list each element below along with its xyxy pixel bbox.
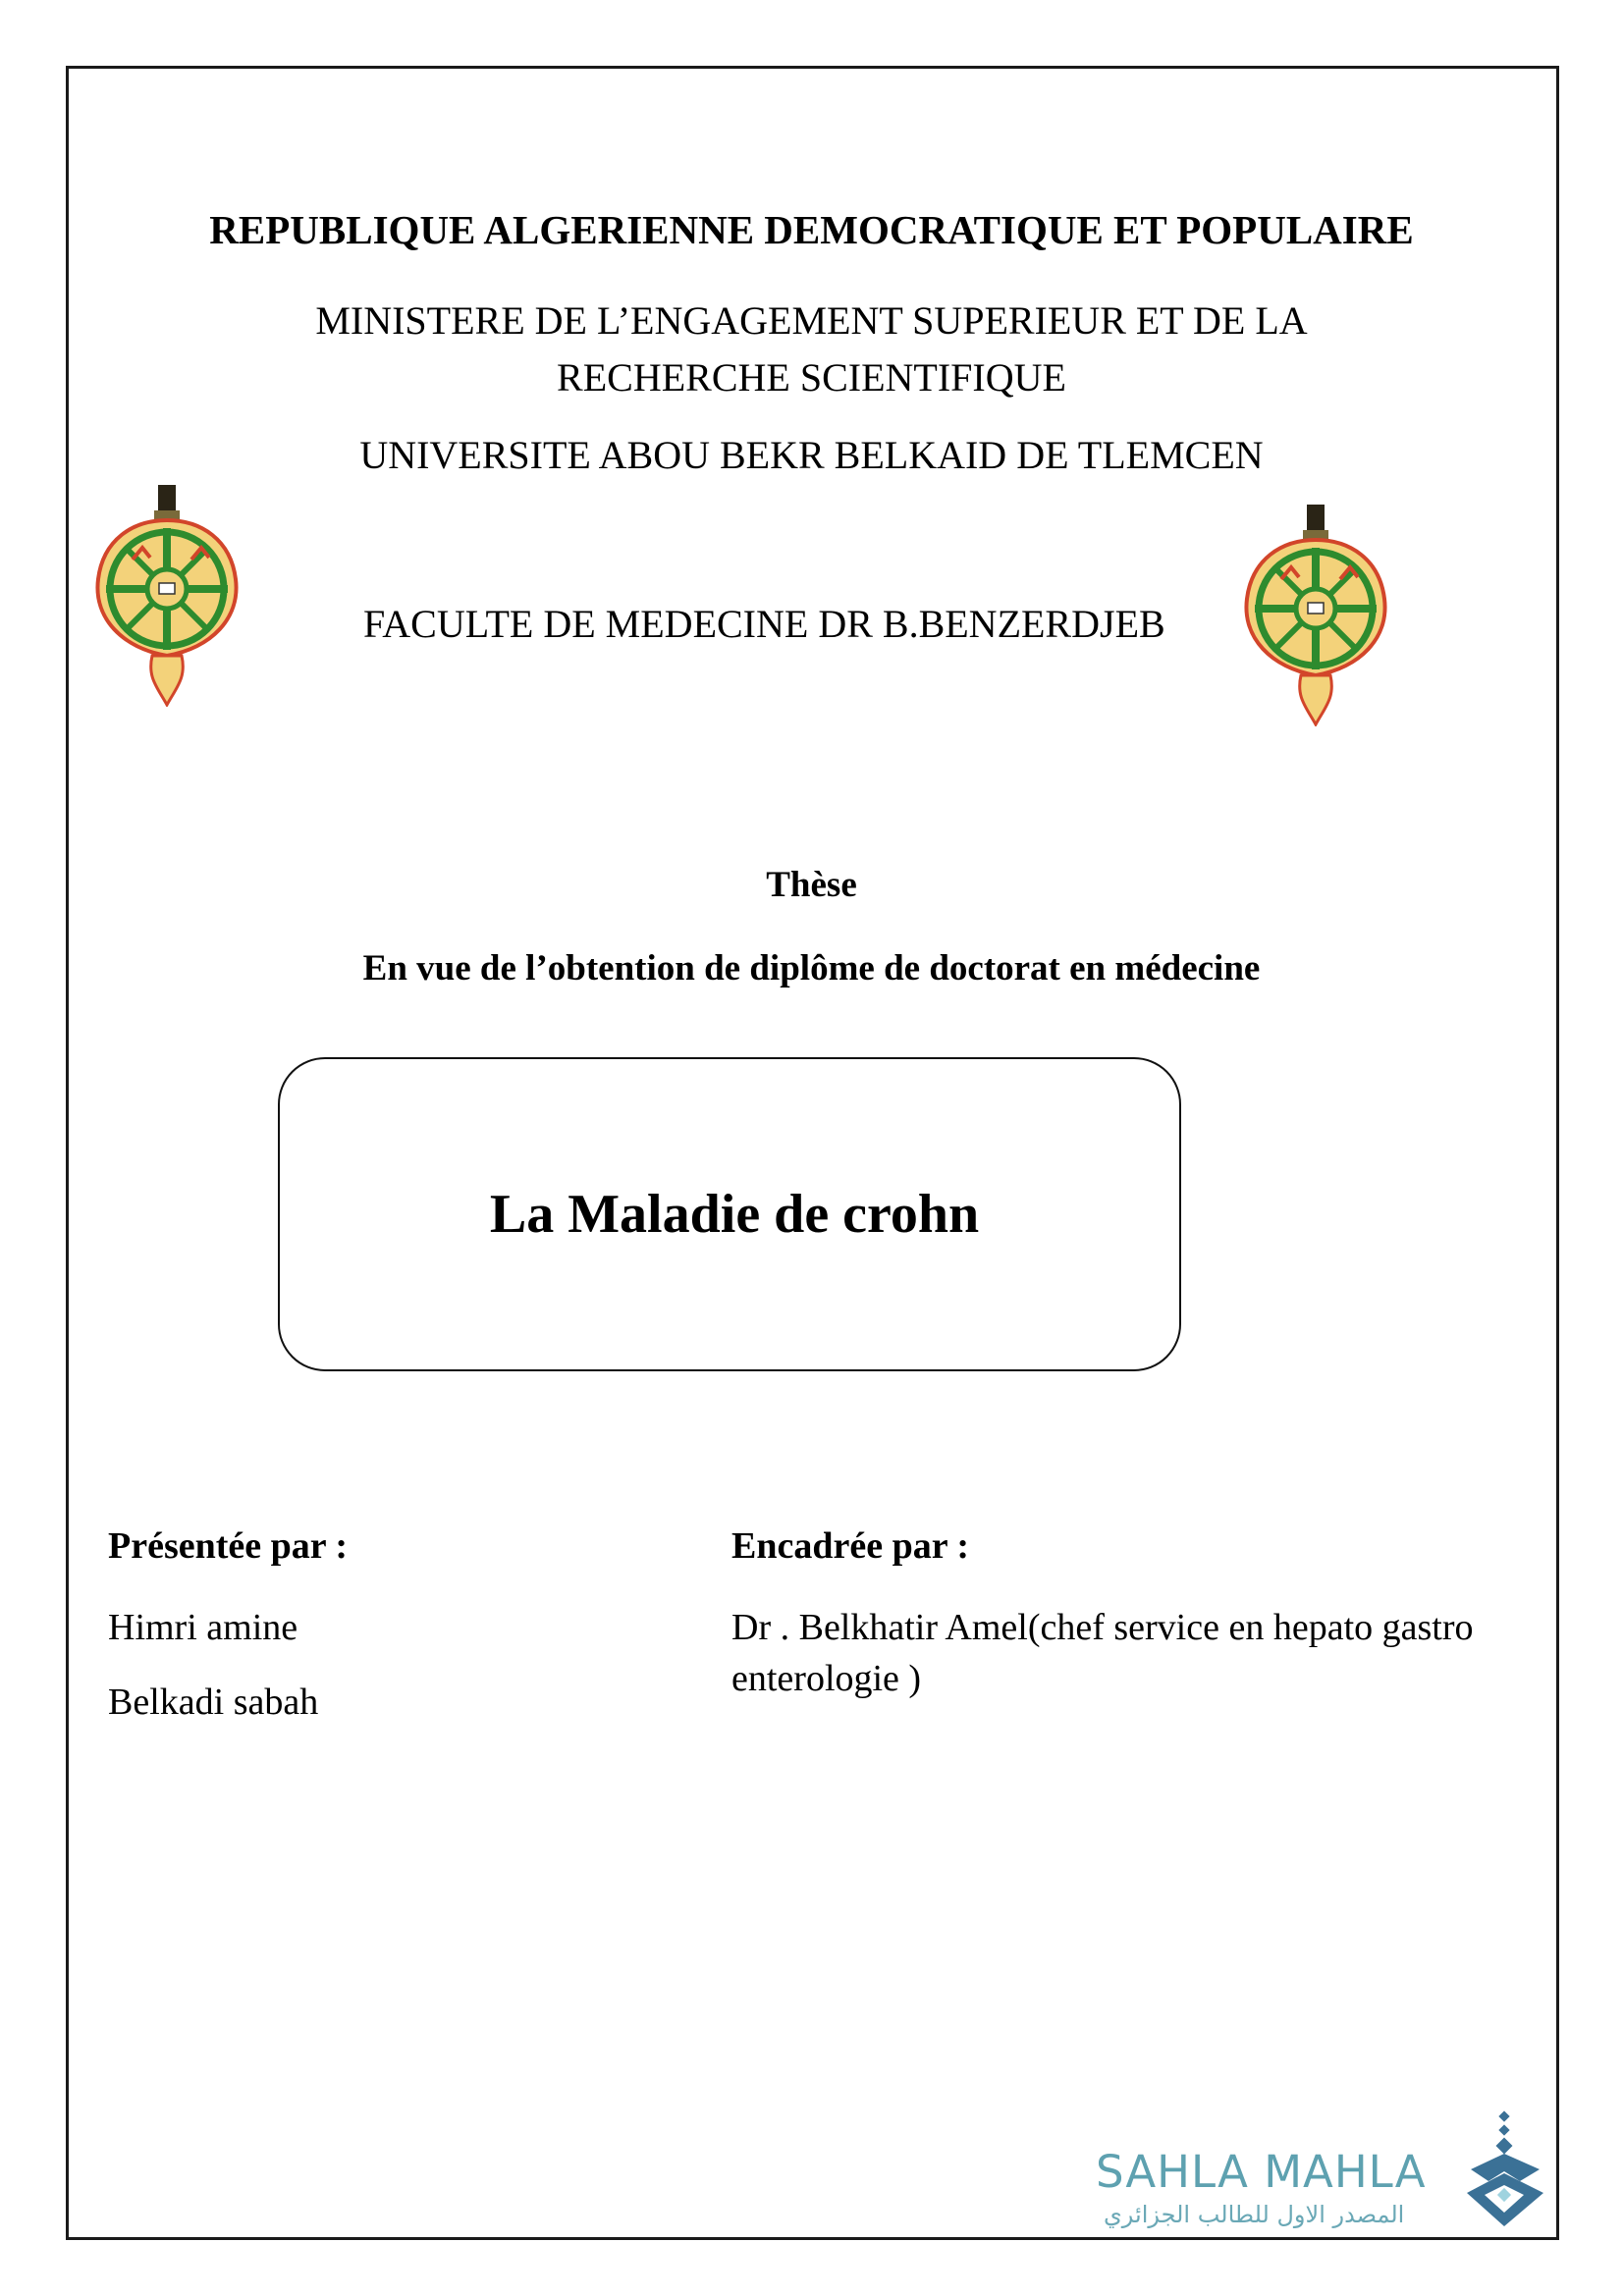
thesis-purpose: En vue de l’obtention de diplôme de doctorat en médecine	[362, 948, 1261, 988]
sahla-mahla-watermark	[1090, 2110, 1551, 2228]
watermark-tagline: المصدر الاول للطالب الجزائري	[1104, 2201, 1405, 2228]
university-emblem-icon	[1242, 501, 1389, 726]
supervised-by-heading: Encadrée par :	[731, 1525, 970, 1567]
supervisor-name: Dr . Belkhatir Amel(chef service en hepato gastro enterologie )	[731, 1607, 1474, 1699]
thesis-title: La Maladie de crohn	[489, 1184, 980, 1245]
thesis-title-box	[278, 1057, 1181, 1371]
presented-by-heading: Présentée par :	[108, 1525, 349, 1567]
author-name: Himri amine	[108, 1607, 298, 1648]
sahla-mahla-logo-icon	[1461, 2110, 1549, 2228]
presented-by-section	[108, 1524, 348, 1751]
republic-heading: REPUBLIQUE ALGERIENNE DEMOCRATIQUE ET POPULAIRE	[209, 207, 1414, 252]
faculty-heading: FACULTE DE MEDECINE DR B.BENZERDJEB	[363, 602, 1165, 646]
ministry-line-1: MINISTERE DE L’ENGAGEMENT SUPERIEUR ET DE LA	[315, 298, 1308, 343]
watermark-brand: SAHLA MAHLA	[1096, 2146, 1427, 2198]
university-heading: UNIVERSITE ABOU BEKR BELKAID DE TLEMCEN	[359, 433, 1264, 477]
ministry-line-2: RECHERCHE SCIENTIFIQUE	[557, 355, 1066, 400]
supervised-by-section	[731, 1524, 1537, 1728]
thesis-type: Thèse	[766, 865, 857, 905]
ministry-heading	[0, 293, 1623, 406]
university-emblem-icon	[93, 481, 241, 707]
author-name: Belkadi sabah	[108, 1682, 319, 1723]
